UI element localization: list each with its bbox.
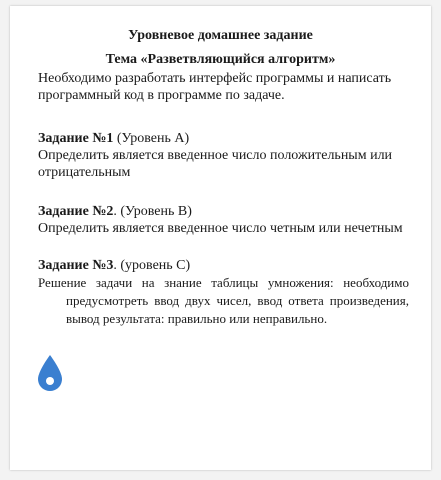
document-title: Уровневое домашнее задание [128, 28, 313, 43]
task-2-heading [38, 203, 192, 220]
task-3-heading [38, 257, 190, 274]
task-2-label: Задание №2 [38, 204, 114, 219]
task-3-text-line1: Решение задачи на знание таблицы умножения: необходимо [38, 275, 409, 290]
task-3-level: . (уровень С) [113, 258, 191, 273]
water-drop-icon[interactable] [35, 353, 65, 398]
intro-text: Необходимо разработать интерфейс программы и написать программный код в программе по задаче. [38, 71, 392, 103]
task-1-text: Определить является введенное число положительным или отрицательным [38, 148, 393, 180]
document-topic: Тема «Разветвляющийся алгоритм» [105, 52, 336, 67]
task-1-level: (Уровень А) [113, 131, 190, 146]
task-3-text-rest: предусмотреть ввод двух чисел, ввод ответа произведения, вывод результата: правильно или неправильно. [66, 293, 409, 326]
task-1-heading [38, 130, 189, 147]
task-2-text: Определить является введенное число четным или нечетным [38, 221, 403, 236]
task-3-label: Задание №3 [38, 258, 114, 273]
task-1-label: Задание №1 [38, 131, 114, 146]
task-2-level: . (Уровень В) [113, 204, 192, 219]
task-3-text [38, 274, 409, 328]
document-page [10, 6, 431, 470]
